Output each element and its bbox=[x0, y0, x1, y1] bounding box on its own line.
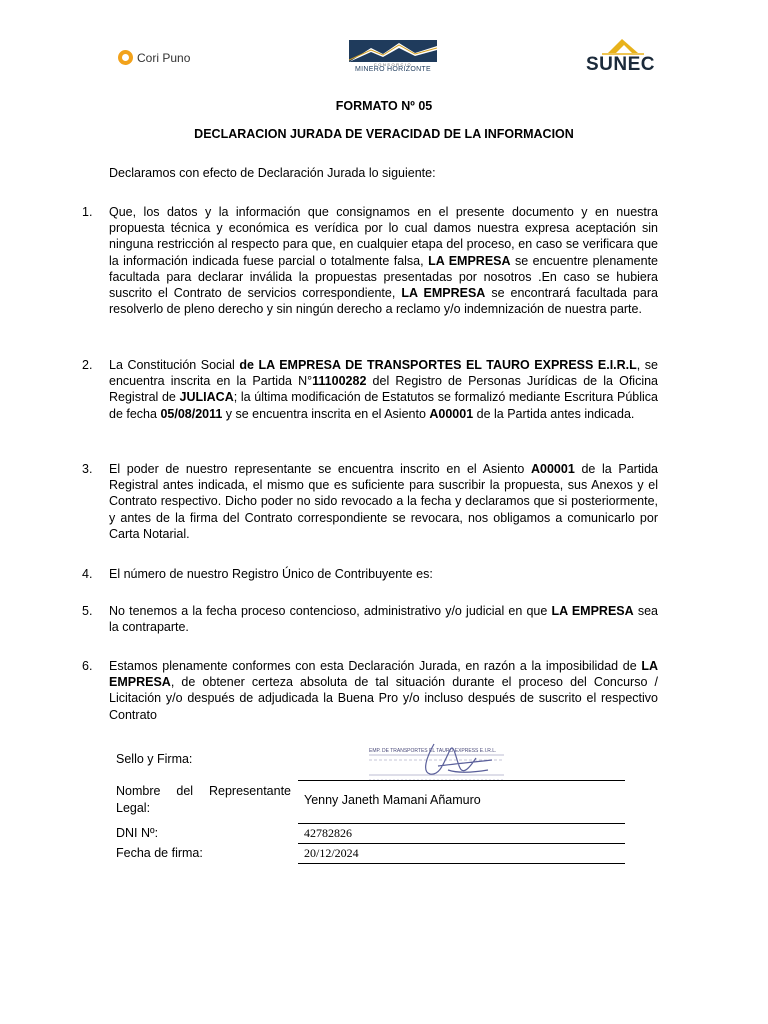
declaration-title: DECLARACION JURADA DE VERACIDAD DE LA INFORMACION bbox=[194, 127, 574, 141]
cori-puno-logo-text: Cori Puno bbox=[137, 50, 191, 65]
table-rule bbox=[298, 823, 625, 824]
minero-horizonte-logo bbox=[349, 40, 437, 74]
fecha-firma-value: 20/12/2024 bbox=[304, 846, 359, 860]
declaration-item-5 bbox=[82, 603, 658, 635]
item-number: 2. bbox=[82, 358, 93, 372]
sunec-logo-text: SUNEC bbox=[586, 54, 656, 75]
minero-horizonte-caption: MINERO HORIZONTE bbox=[355, 66, 431, 73]
stamp-text: EMP. DE TRANSPORTES EL TAURO EXPRESS E.I.R.L. bbox=[369, 748, 497, 754]
item-text: La Constitución Social de LA EMPRESA DE TRANSPORTES EL TAURO EXPRESS E.I.R.L, se encuentra inscrita en la Partida N°11100282 del Registro de Personas Jurídicas de la Oficina Registral de JULIACA; la última modificación de Estatutos se formalizó mediante Escritura Pública de fecha 05/08/2011 y se encuentra inscrita en el Asiento A00001 de la Partida antes indicada. bbox=[109, 358, 658, 421]
fecha-firma-label: Fecha de firma: bbox=[116, 846, 203, 860]
item-number: 4. bbox=[82, 567, 93, 581]
declaration-item-2 bbox=[82, 357, 658, 422]
item-text: Estamos plenamente conformes con esta Declaración Jurada, en razón a la imposibilidad de LA EMPRESA, de obtener certeza absoluta de tal situación durante el proceso del Concurso / Licitación y/o después de adjudicada la Buena Pro y/o incluso después de suscrito el respectivo Contrato bbox=[109, 659, 658, 722]
item-text: Que, los datos y la información que consignamos en el presente documento y en nuestra propuesta técnica y económica es verídica por lo cual damos nuestra expresa aceptación sin ninguna restricción al respecto para que, en cualquier etapa del proceso, en caso se verificara que la información indicada fuese parcial o totalmente falsa, LA EMPRESA se encuentre plenamente facultada para declarar inválida la propuestas presentadas por nosotros .En caso se hubiera suscrito el Contrato de servicios correspondiente, LA EMPRESA se encontrará facultada para resolverlo de pleno derecho y sin ningún derecho a reclamo y/o indemnización de nuestra parte. bbox=[109, 205, 658, 317]
item-number: 5. bbox=[82, 604, 93, 618]
mountain-icon bbox=[349, 40, 437, 62]
item-number: 3. bbox=[82, 462, 93, 476]
representante-name: Yenny Janeth Mamani Añamuro bbox=[304, 793, 481, 807]
intro-text: Declaramos con efecto de Declaración Jurada lo siguiente: bbox=[109, 166, 436, 180]
sello-firma-label: Sello y Firma: bbox=[116, 752, 193, 766]
declaration-item-1 bbox=[82, 204, 658, 317]
item-text: El número de nuestro Registro Único de Contribuyente es: bbox=[109, 567, 433, 581]
declaration-item-6 bbox=[82, 658, 658, 723]
cori-puno-icon bbox=[118, 50, 133, 65]
table-rule bbox=[298, 863, 625, 864]
signature-table bbox=[116, 740, 626, 870]
form-number-title: FORMATO Nº 05 bbox=[335, 99, 433, 113]
dni-label: DNI Nº: bbox=[116, 826, 159, 840]
sunec-logo bbox=[586, 37, 658, 77]
cori-puno-logo bbox=[118, 50, 190, 65]
item-text: El poder de nuestro representante se encuentra inscrito en el Asiento A00001 de la Partida Registral antes indicada, el mismo que es suficiente para suscribir la propuesta, sus Anexos y el Contrato respectivo. Dicho poder no sido revocado a la fecha y declaramos que si posteriormente, y antes de la firma del Contrato correspondiente se revocara, nos obligamos a comunicarlo por Carta Notarial. bbox=[109, 462, 658, 541]
item-text: No tenemos a la fecha proceso contencioso, administrativo y/o judicial en que LA EMPRESA sea la contraparte. bbox=[109, 604, 658, 635]
item-number: 1. bbox=[82, 205, 93, 219]
item-number: 6. bbox=[82, 659, 93, 673]
declaration-item-4 bbox=[82, 566, 658, 582]
declaration-item-3 bbox=[82, 461, 658, 542]
table-rule bbox=[298, 780, 625, 781]
dni-value: 42782826 bbox=[304, 826, 352, 840]
representante-label-2: Legal: bbox=[116, 801, 151, 815]
table-rule bbox=[298, 843, 625, 844]
minero-horizonte-caption-small: CONSORCIO bbox=[373, 62, 413, 67]
representante-label: Nombre del Representante bbox=[116, 784, 291, 798]
